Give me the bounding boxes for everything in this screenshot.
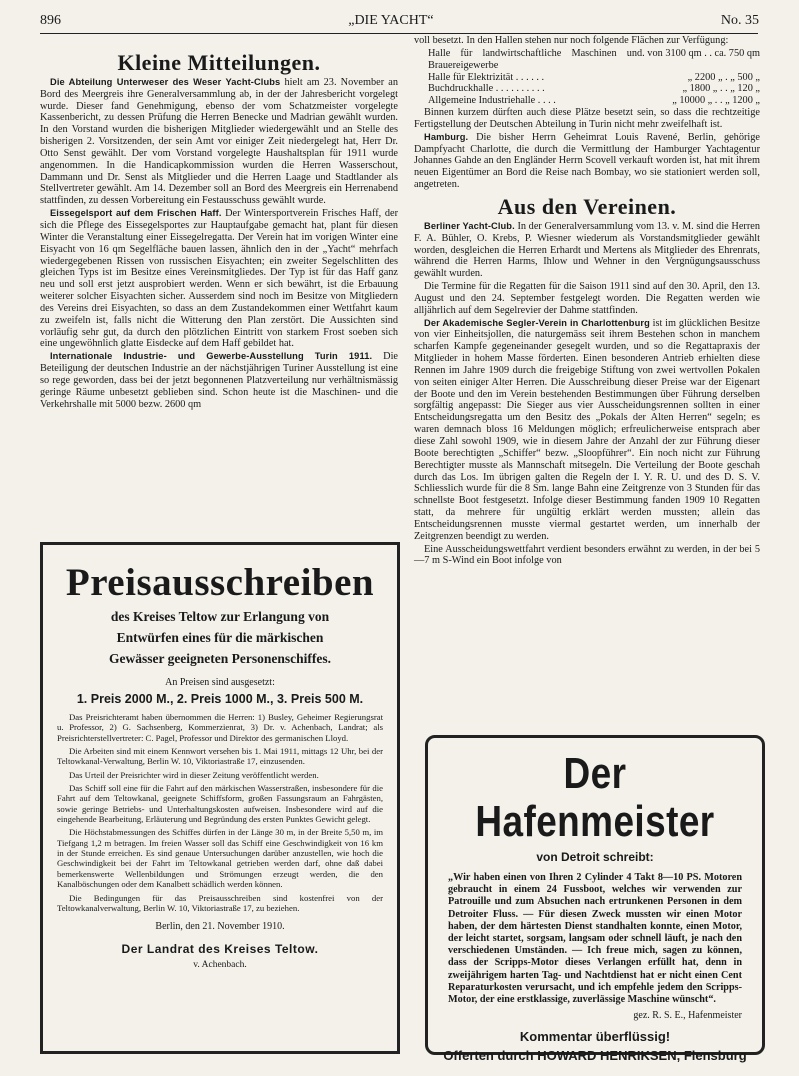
article-lead: Hamburg. xyxy=(424,131,469,142)
article-text: Die Termine für die Regatten für die Saison 1911 sind auf den 30. April, den 13. August und den 24. September festgelegt worden. Die Regatten werden wie alljährlich auf dem Segelrevier der Dahme stattfinden. xyxy=(414,281,760,316)
article-continuation: voll besetzt. In den Hallen stehen nur noch folgende Flächen zur Verfügung: xyxy=(414,35,729,46)
article xyxy=(40,208,398,350)
prize-competition-ad xyxy=(40,542,400,1054)
article xyxy=(414,281,760,317)
article-lead: Berliner Yacht-Club. xyxy=(424,220,515,231)
article-text: In der Generalversammlung vom 13. v. M. sind die Herren F. A. Bühler, O. Krebs, P. Wiesner wiederum als Vorstandsmitglieder gewählt worden, desgleichen die Herren Erhardt und Mertens als Mitglieder des Ehrenrats, während die Herren Harms, Ihlow und Wehner in den Vergnügungsausschuss gewählt wurden. xyxy=(414,220,760,280)
hall-value: „ 1800 „ . . „ 120 „ xyxy=(682,83,760,95)
hall-value: . von 3100 qm . . ca. 750 qm xyxy=(642,47,760,59)
table-row xyxy=(414,72,760,84)
article xyxy=(414,221,760,280)
ad-offer: Offerten durch HOWARD HENRIKSEN, Flensburg xyxy=(443,1048,747,1064)
table-row xyxy=(414,83,760,95)
halls-table xyxy=(414,48,760,107)
ad-intro: An Preisen sind ausgesetzt: xyxy=(165,677,275,688)
hall-value: „ 2200 „ . „ 500 „ xyxy=(687,71,760,83)
hall-name: Allgemeine Industriehalle . . . . xyxy=(428,95,556,107)
ad-date: Berlin, den 21. November 1910. xyxy=(155,921,285,933)
ad-title: Preisausschreiben xyxy=(65,561,375,604)
right-column xyxy=(414,35,760,568)
ad-paragraph: Das Preisrichteramt haben übernommen die Herren: 1) Busley, Geheimer Regierungsrat u. Professor, 2) G. Sachsenberg, Kommerzienrat, 3) Dr. v. Achenbach, Landrat; als Preisrichterstellvertreter: C. Pagel, Professor und Direktor des germanischen Lloyd. xyxy=(57,712,383,743)
article xyxy=(414,132,760,191)
article-text: Die Beteiligung der deutschen Industrie an der nächstjährigen Turiner Ausstellung ist eine so rege geworden, dass bei der jetzt begonnenen Platzverteilung nur verhältnismässig geringe Räume unbesetzt geblieben sind. Schon heute ist die Maschinen- und die Verkehrshalle mit 5000 bezw. 2600 qm xyxy=(40,351,398,410)
ad-comment: Kommentar überflüssig! xyxy=(519,1029,671,1045)
ad-subtitle-1: des Kreises Teltow zur Erlangung von xyxy=(110,609,330,624)
article-lead: Internationale Industrie- und Gewerbe-Ausstellung Turin 1911. xyxy=(50,351,373,362)
page-header xyxy=(40,10,759,32)
article-text: Die bisher Herrn Geheimrat Louis Ravené, Berlin, gehörige Dampfyacht Charlotte, die durch die Vermittlung der Hamburger Yachtagentur Johannes Gahde an den Engländer Herrn Scovell verkauft worden ist, hat mit ihrem neuen Eigentümer an Bord die Reise nach Bombay, wo sie stationiert werden soll, angetreten. xyxy=(414,131,760,191)
hall-name: Buchdruckhalle . . . . . . . . . . xyxy=(428,83,545,95)
ad-body xyxy=(43,712,397,913)
section-heading-2: Aus den Vereinen. xyxy=(497,193,677,219)
page-number: 896 xyxy=(40,13,61,28)
header-rule xyxy=(40,33,758,34)
ad-paragraph: Die Bedingungen für das Preisausschreiben sind kostenfrei von der Teltowkanalverwaltung, Berlin W. 10, Viktoriastraße 17, zu beziehen. xyxy=(57,892,383,913)
ad-paragraph: Die Arbeiten sind mit einem Kennwort versehen bis 1. Mai 1911, mittags 12 Uhr, bei der Teltowkanal-Verwaltung, Berlin W. 10, Viktoriastraße 17, einzusenden. xyxy=(57,746,383,767)
hall-value: „ 10000 „ . . „ 1200 „ xyxy=(672,95,760,107)
hall-name: Halle für Elektrizität . . . . . . xyxy=(428,71,545,83)
journal-title: „DIE YACHT“ xyxy=(348,13,434,28)
ad-paragraph: Die Höchstabmessungen des Schiffes dürfen in der Länge 30 m, in der Breite 5,50 m, im Tiefgang 1,2 m betragen. Im freien Wasser soll das Schiff eine Geschwindigkeit von 16 km in der Stunde erreichen. Es sind genaue Untersuchungen darüber anzustellen, wie hoch die Geschwindigkeit bei der Fahrt im Teltowkanal getrieben werden darf, ohne daß dabei bemerkenswerte Wellenbildungen und Strömungen erzeugt werden, die den Kanalböschungen oder dem Kanalbett schädlich werden können. xyxy=(57,827,383,890)
ad-quote: „Wir haben einen von Ihren 2 Cylinder 4 Takt 8—10 PS. Motoren gebraucht in einem 24 Fussboot, welches wir verwenden zur Patrouille und zum Absuchen nach ertrunkenen Personen in dem Detroiter Fluss. — Für diesen Zweck mussten wir einen Motor haben, der dem härtesten Dienst standhalten konnte, einen Motor, der leicht startet, sorgsam, langsam oder schnell läuft, je nach den verschiedenen Umständen. — Ich freue mich, sagen zu können, dass der Scripps-Motor dieses Verlangen erfüllt hat, denn in zweijährigem harten Tag- und Nachtdienst hat er nicht einen Cent Reparaturkosten verursacht, und ich empfehle jedem den Scripps-Motor, der eine erstklassige, zuverlässige Maschine wünscht“. xyxy=(448,872,742,1006)
issue-number: No. 35 xyxy=(720,13,759,28)
table-row xyxy=(414,95,760,107)
ad-title: Der Hafenmeister xyxy=(475,749,715,846)
article xyxy=(414,544,760,568)
table-row xyxy=(414,48,760,72)
hafenmeister-ad xyxy=(425,735,765,1064)
hall-name: Halle für landwirtschaftliche Maschinen und Brauereigewerbe xyxy=(428,47,643,71)
article-paragraph: Binnen kurzem dürften auch diese Plätze besetzt sein, so dass die rechtzeitige Fertigstellung der Deutschen Abteilung in Turin nicht mehr zweifelhaft ist. xyxy=(414,107,760,130)
ad-prizes: 1. Preis 2000 M., 2. Preis 1000 M., 3. Preis 500 M. xyxy=(76,692,364,706)
article-lead: Eissegelsport auf dem Frischen Haff. xyxy=(50,208,222,219)
ad-signature: Der Landrat des Kreises Teltow. xyxy=(121,942,319,957)
ad-subtitle-2: Entwürfen eines für die märkischen xyxy=(116,630,324,645)
ad-signatory: v. Achenbach. xyxy=(193,960,247,971)
article-lead: Der Akademische Segler-Verein in Charlottenburg xyxy=(424,317,650,328)
ad-subtitle: von Detroit schreibt: xyxy=(536,850,654,864)
left-column xyxy=(40,50,398,411)
article-text: ist im glücklichen Besitze von vier Einheitsjollen, die naturgemäss seit ihrem Bestehen schon in manchem scharfen Kampfe gegeneinander gesegelt wurden, und so die Regattapraxis der Mitglieder in hohem Masse förderten. Einen besonderen Antrieb erhielten diese Rennen im Jahre 1909 durch die freigebige Stiftung von zwei wertvollen Pokalen von seiten einiger Alter Herren. Die Ausschreibung dieser Preise war der Eigenart der Boote und den im Verein bestehenden Bestimmungen über Führung derselben sorgfältig angepasst: Die Sieger aus vier Ausscheidungsrennen sollten in einer Entscheidungsregatta um den Besitz des „Pokals der Alten Herren“ segeln; es waren demnach bloss 16 Meldungen möglich; erfreulicherweise entsprach aber diese Zahl sowohl 1909, wie in diesem Jahre der Anzahl der zur Führung dieser Boote berechtigten „Schiffer“ bezw. „Sloopführer“. Ein noch nicht zur Führung Berechtigter musste als Mannschaft mitsegeln. Die Verteilung der Boote geschah durch das Los. Im übrigen galten die Regeln der I. Y. R. U. und des D. S. V. Schliesslich wurde für die 8 Sm. lange Bahn eine Zeitgrenze von 3 Stunden für das schnellste Boot festgesetzt. Infolge dieser Bestimmung fanden 1909 10 Regatten statt, da mehrere für ungültig erklärt werden mussten; allein das Entscheidungsrennen musste viermal gestartet werden, um innerhalb der Zeitgrenzen beendigt zu werden. xyxy=(414,317,760,542)
article-text: Der Wintersportverein Frisches Haff, der sich die Pflege des Eissegelsportes zur Hauptaufgabe gemacht hat, plant für diesen Winter die Veranstaltung einer Eissegelregatta. Der Verein hat im vorigen Winter eine Eisyacht von 16 qm Segelfläche bauen lassen, ähnlich den in der „Yacht“ mehrfach wiedergegebenen Rissen von russischen Eisyachten; ein zweiter Segelschlitten des gleichen Typs ist im Besitze eines Vereinsmitgliedes. Der Typ ist für das Haff ganz neu und soll erst jetzt ausprobiert werden. Wenn er sich bewährt, ist die Erbauung weiterer solcher Eisyachten sicher. Ausserdem sind noch im Besitze von Mitgliedern des Vereins drei Eisyachten, so dass an dem Zustandekommen einer Wettfahrt kaum zu zweifeln ist, falls nicht die Witterung den Plan zerstört. Die Aussichten sind vorläufig sehr gut, da durch den plötzlichen Eintritt von starkem Frost soeben sich eine ungewöhnlich glatte Eisdecke auf dem Haff gebildet hat. xyxy=(40,208,398,350)
article xyxy=(40,77,398,207)
article-text: Eine Ausscheidungswettfahrt verdient besonders erwähnt zu werden, in der bei 5—7 m S-Wind ein Boot infolge von xyxy=(414,543,760,567)
article-lead: Die Abteilung Unterweser des Weser Yacht-Clubs xyxy=(50,76,281,87)
article xyxy=(40,351,398,410)
ad-paragraph: Das Urteil der Preisrichter wird in dieser Zeitung veröffentlicht werden. xyxy=(69,769,319,780)
ad-paragraph: Das Schiff soll eine für die Fahrt auf den märkischen Wasserstraßen, insbesondere für die Fahrt auf dem Teltowkanal, geeignete Schiffsform, großen Fassungsraum an Fahrgästen, sowie geringe Betriebs- und Unterhaltungskosten aufweisen. Insbesondere wird auf die eingehende Bearbeitung, Erläuterung und Begründung des ersten Punktes Gewicht gelegt. xyxy=(57,783,383,825)
ad-sign: gez. R. S. E., Hafenmeister xyxy=(633,1010,742,1022)
article xyxy=(414,318,760,543)
ad-subtitle-3: Gewässer geeigneten Personenschiffes. xyxy=(108,651,332,666)
article-text: hielt am 23. November an Bord des Meergreis ihre Generalversammlung ab, in der der Jahresbericht vorgelegt wurde. Dieser fand Genehmigung, ebenso der vom Schatzmeister vorgelegte Kassenbericht, zu dessen Prüfung die Herren Benecke und Madrian gewählt wurden. In den Vorstand wurden die bisherigen Mitglieder wiedergewählt und an Stelle des bisherigen 2. Vorsitzenden, der sein Amt vor einiger Zeit niedergelegt hat, Herr Dr. Otto Senst gewählt. Der vom Vorstand vorgelegte Haushaltsplan für 1911 wurde angenommen. In die Handicapkommission wurden die Herren Wasserschout, Dammann und Dr. Senst als Mitglieder und die Herren Laage und Stadtlander als Stellvertreter gewählt. Am 14. Dezember soll an Bord des Meergreis ein Herrenabend stattfinden, zu dessen Vorbereitung ein Festausschuss gewählt wurde. xyxy=(40,76,398,207)
section-heading: Kleine Mitteilungen. xyxy=(117,50,321,75)
